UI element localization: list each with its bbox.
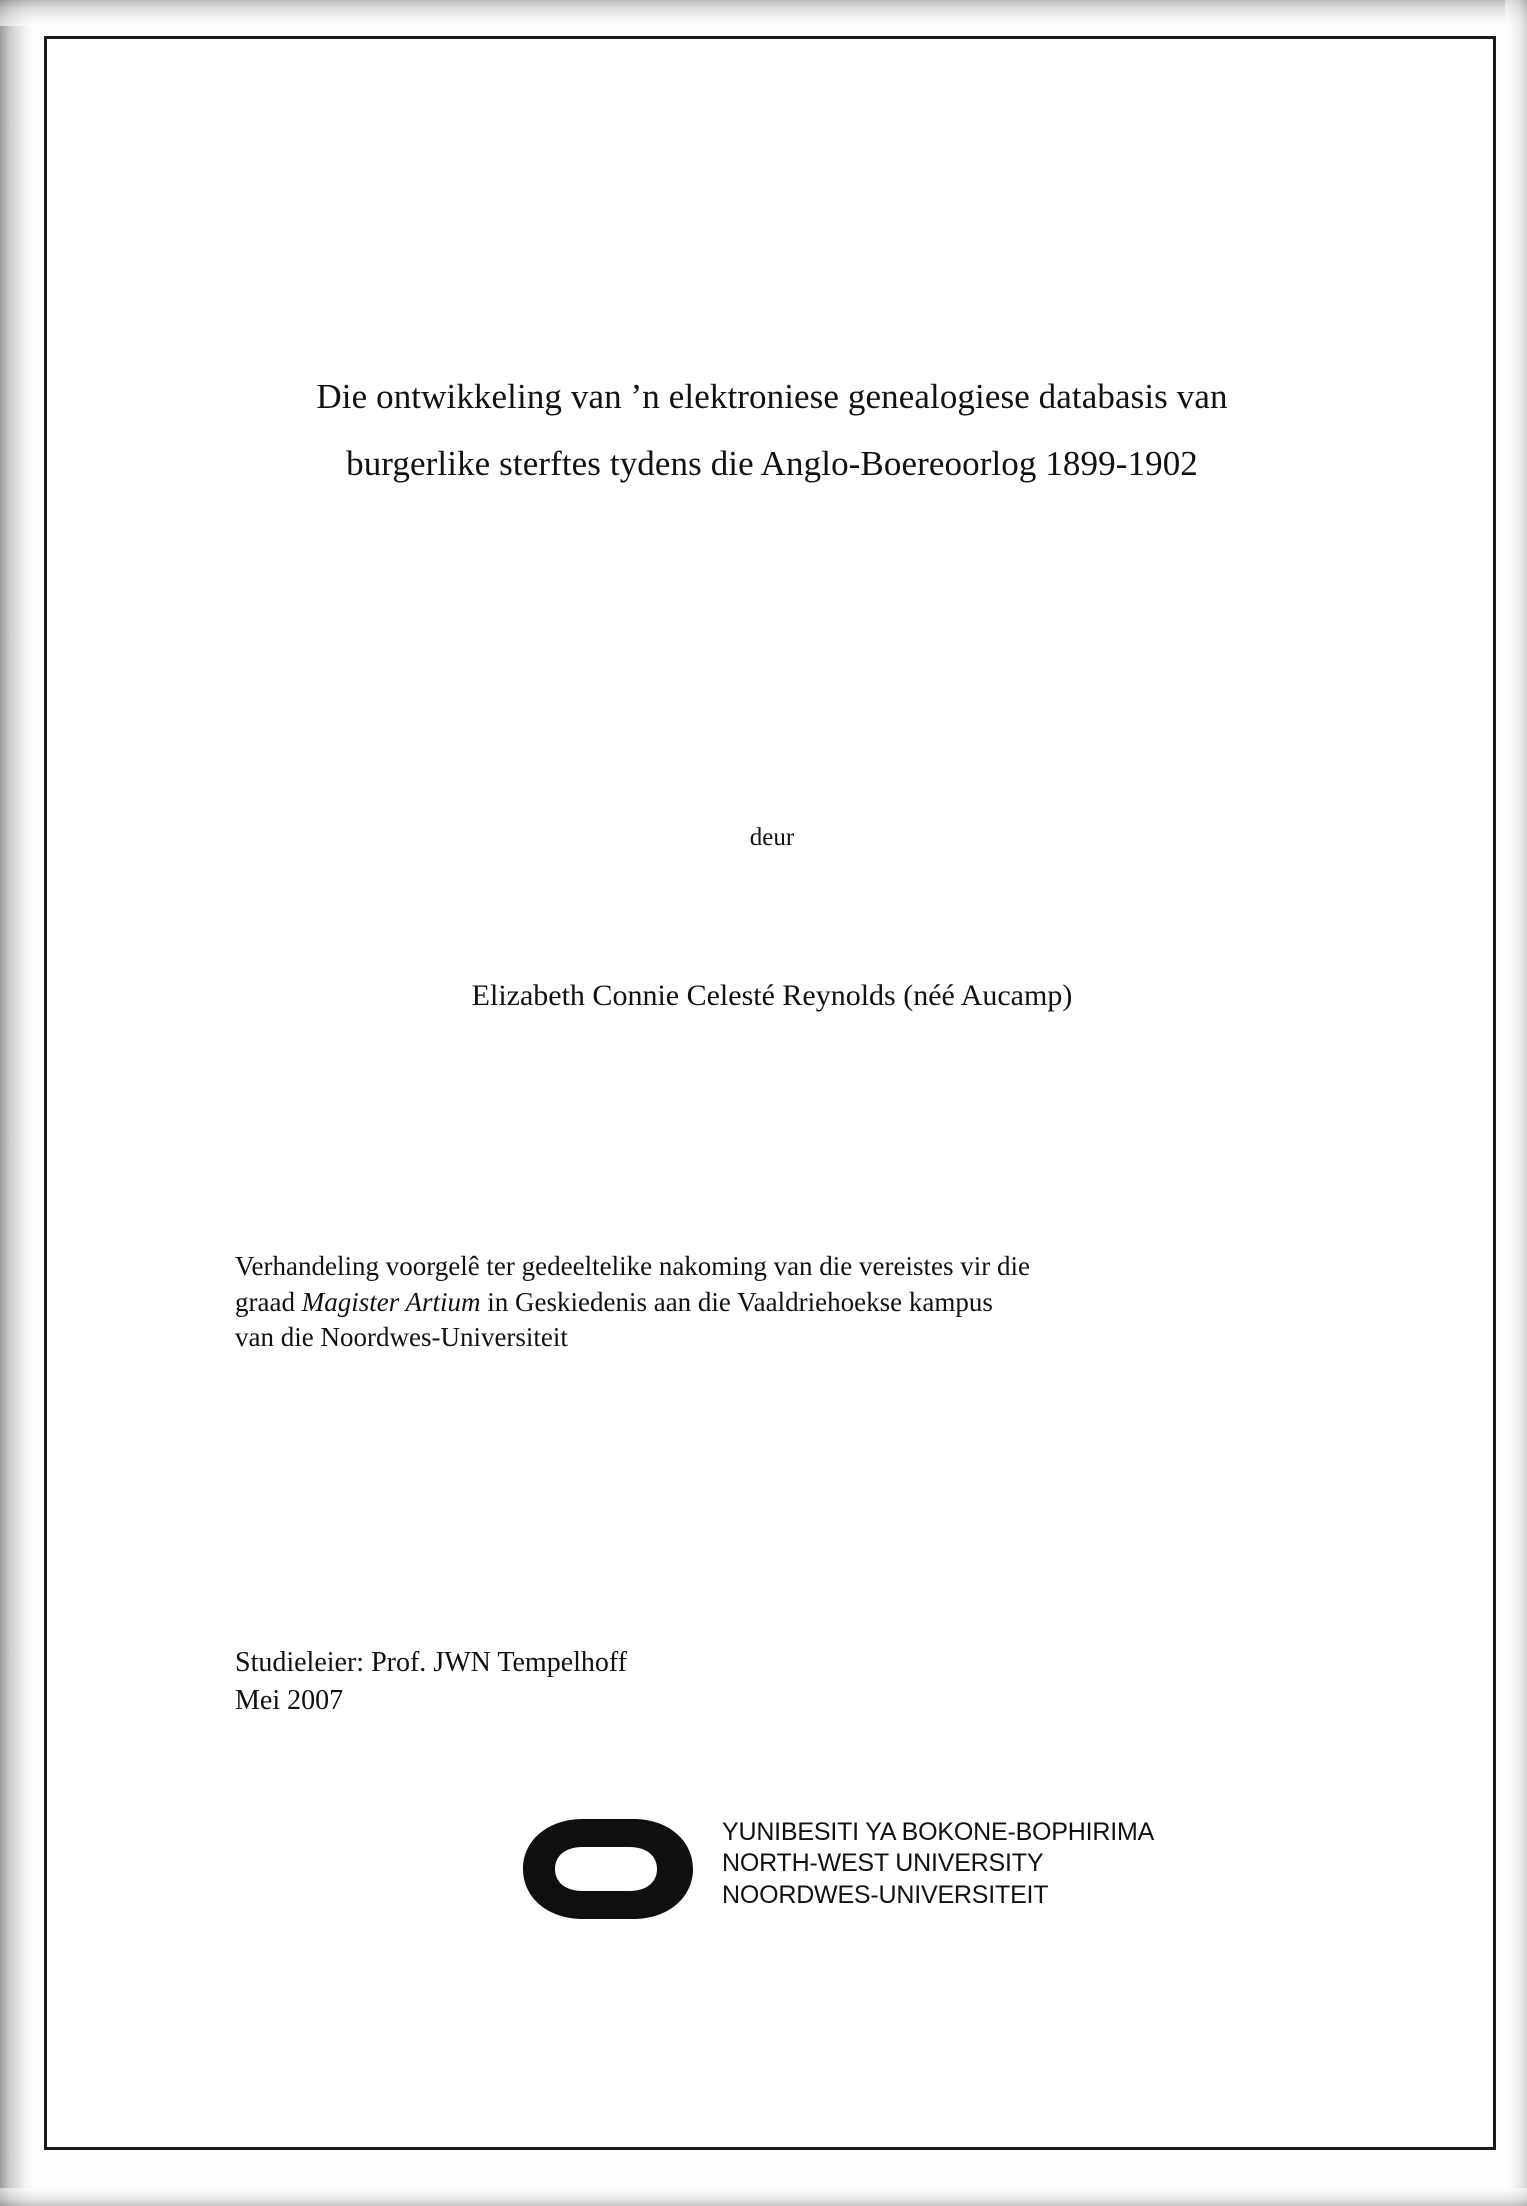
- supervisor-line: Studieleier: Prof. JWN Tempelhoff: [235, 1647, 628, 1678]
- author-name: Elizabeth Connie Celesté Reynolds (néé Aucamp): [471, 979, 1073, 1012]
- title-page-border: [44, 36, 1496, 2150]
- university-logo-text: [722, 1817, 1154, 1911]
- scan-edge-left: [0, 0, 34, 2206]
- degree-statement-line-2-prefix: graad: [235, 1286, 302, 1317]
- degree-statement-line-3: van die Noordwes-Universiteit: [235, 1322, 568, 1353]
- logo-text-line-3: NOORDWES-UNIVERSITEIT: [722, 1880, 1049, 1909]
- scan-edge-bottom: [0, 2188, 1527, 2206]
- logo-text-line-1: YUNIBESITI YA BOKONE-BOPHIRIMA: [722, 1818, 1155, 1846]
- supervisor-block: [235, 1644, 1135, 1720]
- logo-text-line-2: NORTH-WEST UNIVERSITY: [722, 1849, 1044, 1878]
- degree-name-italic: Magister Artium: [301, 1286, 481, 1317]
- date-line: Mei 2007: [235, 1684, 344, 1716]
- degree-statement-line-2: [235, 1285, 1310, 1321]
- title-line-1: Die ontwikkeling van ’n elektroniese genealogiese databasis van: [316, 377, 1228, 416]
- degree-statement: [235, 1249, 1310, 1356]
- title-page-content: [187, 39, 1357, 2147]
- title-line-2: burgerlike sterftes tydens die Anglo-Boereoorlog 1899-1902: [346, 444, 1198, 483]
- degree-statement-line-1: Verhandeling voorgelê ter gedeeltelike nakoming van die vereistes vir die: [235, 1251, 1030, 1281]
- university-logo: [517, 1809, 1237, 1929]
- scan-edge-top: [0, 0, 1527, 26]
- scan-edge-right: [1505, 0, 1527, 2206]
- degree-statement-line-2-suffix: in Geskiedenis aan die Vaaldriehoekse kampus: [480, 1286, 993, 1317]
- page-title: [187, 379, 1357, 481]
- by-label: deur: [749, 824, 795, 851]
- north-west-university-logo-icon: [517, 1815, 717, 1923]
